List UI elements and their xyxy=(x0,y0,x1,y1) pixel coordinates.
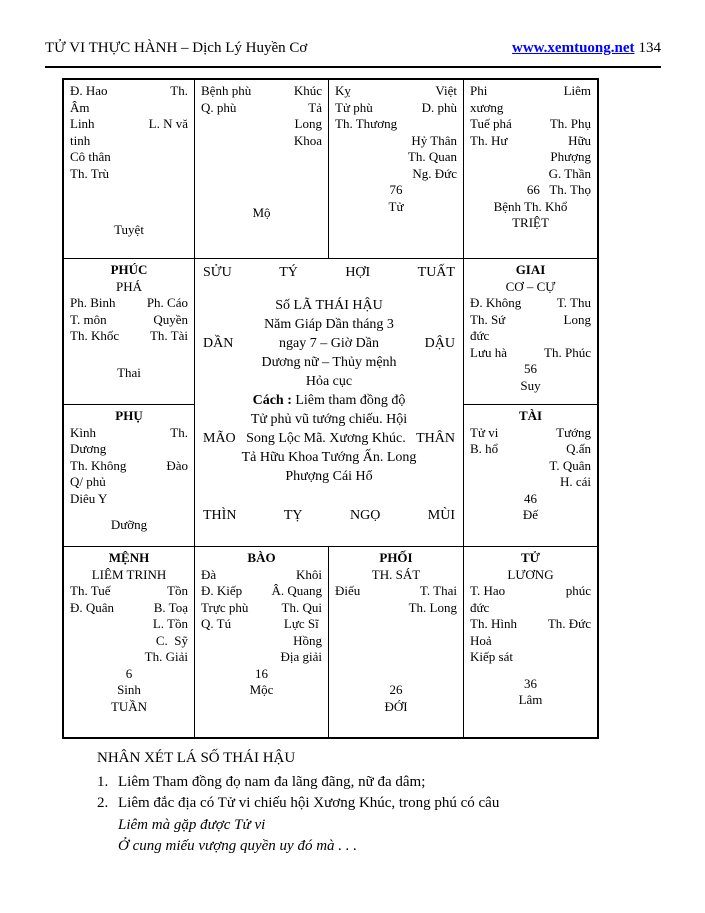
document-header-right xyxy=(512,40,661,57)
cell-line: Tử vi Tướng xyxy=(470,424,591,440)
cell-line: Thai xyxy=(117,364,141,380)
cell-line: Th. Không Đào xyxy=(70,457,188,473)
cell-line: Th. Hình Th. Đức xyxy=(470,616,591,631)
chart-center-info xyxy=(195,259,464,547)
tuvi-chart-grid xyxy=(62,78,599,739)
cell-line: DẦN ngay 7 – Giờ Dần DẬU xyxy=(203,336,455,351)
cell-line: Ph. Binh Ph. Cáo xyxy=(70,295,188,310)
cell-line: Trực phù Th. Qui xyxy=(201,599,322,615)
cell-line: Dương nữ – Thủy mệnh xyxy=(261,355,397,370)
cell-line: Lưu hà Th. Phúc xyxy=(470,344,591,360)
cell-line: đức xyxy=(470,599,490,615)
cell-line: Kình Th. xyxy=(70,424,188,440)
cell-line: Số LÃ THÁI HẬU xyxy=(275,298,383,313)
cell-line xyxy=(70,507,188,517)
cell-line: TRIỆT xyxy=(512,215,549,230)
cell-line: Khoa xyxy=(293,132,322,148)
cell-line: MỆNH xyxy=(108,550,150,565)
cell-line: Bệnh Th. Khổ xyxy=(493,198,568,214)
cell-line xyxy=(203,282,455,296)
header-divider xyxy=(45,66,661,68)
note-number: 2. xyxy=(97,795,109,811)
palace-cell-bao xyxy=(195,547,329,737)
cell-line: Âm xyxy=(70,99,90,115)
cell-line: Mộc xyxy=(249,682,274,697)
cell-line: BÀO xyxy=(247,550,276,565)
cell-line: Q/ phủ xyxy=(70,474,106,489)
cell-line: Linh L. N vă xyxy=(70,116,188,131)
cell-line: Tử phù D. phù xyxy=(335,99,457,115)
cell-line: Phượng Cái Hổ xyxy=(285,469,373,484)
cell-line xyxy=(470,666,591,676)
cell-line: L. Tồn xyxy=(152,616,188,631)
cell-line: Năm Giáp Dần tháng 3 xyxy=(264,317,394,332)
cell-line xyxy=(201,149,322,205)
cell-line: Dương xyxy=(70,441,107,456)
cell-line: Phi Liêm xyxy=(470,83,591,98)
cell-line: H. cái xyxy=(559,474,591,489)
notes-section xyxy=(97,748,607,858)
cell-line xyxy=(70,182,188,222)
cell-line: TỬ xyxy=(520,550,541,565)
cell-line: Tuế phá Th. Phụ xyxy=(470,116,591,131)
cell-line: 36 xyxy=(524,675,537,691)
cell-line: Cô thân xyxy=(70,149,111,164)
cell-line: Đế xyxy=(522,507,539,522)
palace-cell-phoi xyxy=(329,547,464,737)
note-quote-line-1: Liêm mà gặp được Tử vi xyxy=(118,816,266,833)
branch-label: TÝ xyxy=(279,265,298,280)
palace-cell-giai xyxy=(464,259,597,405)
palace-cell-hao xyxy=(64,80,195,259)
palace-cell-phuc xyxy=(64,259,195,405)
cell-line: đức xyxy=(470,328,490,343)
cell-line: G. Thần xyxy=(548,165,591,181)
cell-line: Suy xyxy=(520,377,541,393)
cell-line: Th. Hư Hữu xyxy=(470,132,591,148)
website-link[interactable]: www.xemtuong.net xyxy=(512,40,635,56)
cell-line: Long xyxy=(294,116,322,131)
note-text: Liêm đắc địa có Tử vi chiếu hội Xương Khúc, trong phú có câu xyxy=(118,795,500,811)
branch-label: TUẤT xyxy=(417,265,455,280)
cell-line: Dưỡng xyxy=(110,517,148,532)
cell-line: Đ. Quân B. Toạ xyxy=(70,599,188,615)
cell-line: Th. Quan xyxy=(407,149,457,164)
palace-cell-phu xyxy=(64,405,195,547)
cell-line xyxy=(70,345,188,365)
cell-line: ĐỚI xyxy=(384,698,408,714)
branch-label: SỬU xyxy=(203,265,232,280)
cell-line: CƠ – CỰ xyxy=(505,278,556,294)
note-number: 1. xyxy=(97,773,109,790)
cell-line: Diêu Y xyxy=(70,490,108,506)
cell-line: T. môn Quyền xyxy=(70,311,188,327)
cell-line: Đ. Kiếp Â. Quang xyxy=(201,583,322,598)
cell-line: Th. Giải xyxy=(144,649,188,664)
cell-line: PHỐI xyxy=(379,550,413,565)
cell-line: TH. SÁT xyxy=(371,566,421,582)
branch-label: TỴ xyxy=(283,508,303,523)
note-item-1 xyxy=(97,772,607,794)
cell-line: Bệnh phù Khúc xyxy=(201,83,322,98)
cell-line: Hồng xyxy=(293,632,322,648)
cell-line: 56 xyxy=(524,361,537,376)
cell-line: MÃO Song Lộc Mã. Xương Khúc. THÂN xyxy=(203,431,455,446)
palace-cell-benh xyxy=(195,80,329,259)
cell-line: TUẦN xyxy=(110,698,148,714)
cell-line: Hỷ Thân xyxy=(411,132,457,148)
palace-cell-phi xyxy=(464,80,597,259)
branch-label: MÙI xyxy=(427,508,455,523)
cell-line xyxy=(203,263,455,282)
cell-line: Q. phù Tả xyxy=(201,99,322,115)
cell-line: 26 xyxy=(389,682,403,697)
cell-line: Phượng xyxy=(550,149,591,164)
cell-line: T. Hao phúc xyxy=(470,583,591,598)
cell-line xyxy=(203,486,455,506)
cell-line: PHÚC xyxy=(110,262,148,277)
cell-line: Th. Thương xyxy=(335,116,398,131)
cell-line: tinh xyxy=(70,132,91,148)
cell-line: xương xyxy=(470,99,504,115)
cell-line: Q. Tú Lực Sĩ xyxy=(201,616,322,631)
cell-line: B. hổ Q.ấn xyxy=(470,441,591,456)
cell-line: T. Quân xyxy=(549,457,591,473)
note-quote-line-2: Ở cung miếu vượng quyền uy đó mà . . . xyxy=(118,838,358,854)
cell-line xyxy=(203,506,455,525)
palace-cell-tai xyxy=(464,405,597,547)
document-header xyxy=(45,40,661,57)
cell-line: C. Sỹ xyxy=(155,632,188,648)
cell-line: 66 Th. Thọ xyxy=(526,182,591,197)
cell-line: Đà Khôi xyxy=(201,566,322,582)
cell-line: 6 xyxy=(125,665,133,681)
branch-label: HỢI xyxy=(345,265,371,280)
cell-line: TÀI xyxy=(518,408,543,423)
note-item-2 xyxy=(97,793,607,815)
palace-cell-menh xyxy=(64,547,195,737)
cell-line: Lâm xyxy=(518,692,543,707)
cell-line: Điếu T. Thai xyxy=(335,583,457,598)
cell-line: PHÁ xyxy=(115,278,142,294)
cell-line: Ng. Đức xyxy=(412,165,457,181)
cell-line: 46 xyxy=(524,490,537,506)
cell-line: 76 xyxy=(389,182,403,197)
cell-line: Cách : Liêm tham đồng độ xyxy=(252,393,406,408)
cell-line: Đ. Không T. Thu xyxy=(470,295,591,310)
page-number: 134 xyxy=(638,40,661,56)
cell-line: Tử phủ vũ tướng chiếu. Hội xyxy=(250,412,408,427)
palace-cell-ky xyxy=(329,80,464,259)
cell-line: Th. Long xyxy=(408,599,457,615)
notes-heading: NHÂN XÉT LÁ SỐ THÁI HẬU xyxy=(97,750,296,766)
cell-line: Th. Khốc Th. Tài xyxy=(70,328,188,343)
cell-line: Tả Hữu Khoa Tướng Ấn. Long xyxy=(241,450,417,465)
cell-line: Hỏa cục xyxy=(305,374,353,389)
cell-line: Địa giải xyxy=(280,649,322,664)
document-header-title: TỬ VI THỰC HÀNH – Dịch Lý Huyền Cơ xyxy=(45,40,308,56)
cell-line: Tử xyxy=(388,198,404,214)
cell-line: Sinh xyxy=(117,682,141,697)
cell-line: GIAI xyxy=(515,262,546,277)
branch-label: THÌN xyxy=(203,508,237,523)
cell-line xyxy=(335,616,457,682)
branch-label: NGỌ xyxy=(349,508,381,523)
cell-line: Đ. Hao Th. xyxy=(70,83,188,98)
cell-line: Th. Trù xyxy=(70,165,110,181)
cell-line: PHỤ xyxy=(115,408,143,423)
cell-line: LIÊM TRINH xyxy=(91,566,167,582)
cell-line: 16 xyxy=(255,665,268,681)
cell-line: Th. Sứ Long xyxy=(470,311,591,327)
cell-line: Mộ xyxy=(252,205,271,220)
cell-line: LƯƠNG xyxy=(507,566,554,582)
note-text: Liêm Tham đồng đọ nam đa lãng đãng, nữ đa dâm; xyxy=(118,773,426,790)
palace-cell-tu xyxy=(464,547,597,737)
cell-line: Tuyệt xyxy=(114,222,144,237)
cell-line: Kỵ Việt xyxy=(335,83,457,98)
cell-line: Hoả xyxy=(470,632,492,648)
cell-line: Th. Tuế Tồn xyxy=(70,583,188,598)
cell-line: Kiếp sát xyxy=(470,649,513,664)
